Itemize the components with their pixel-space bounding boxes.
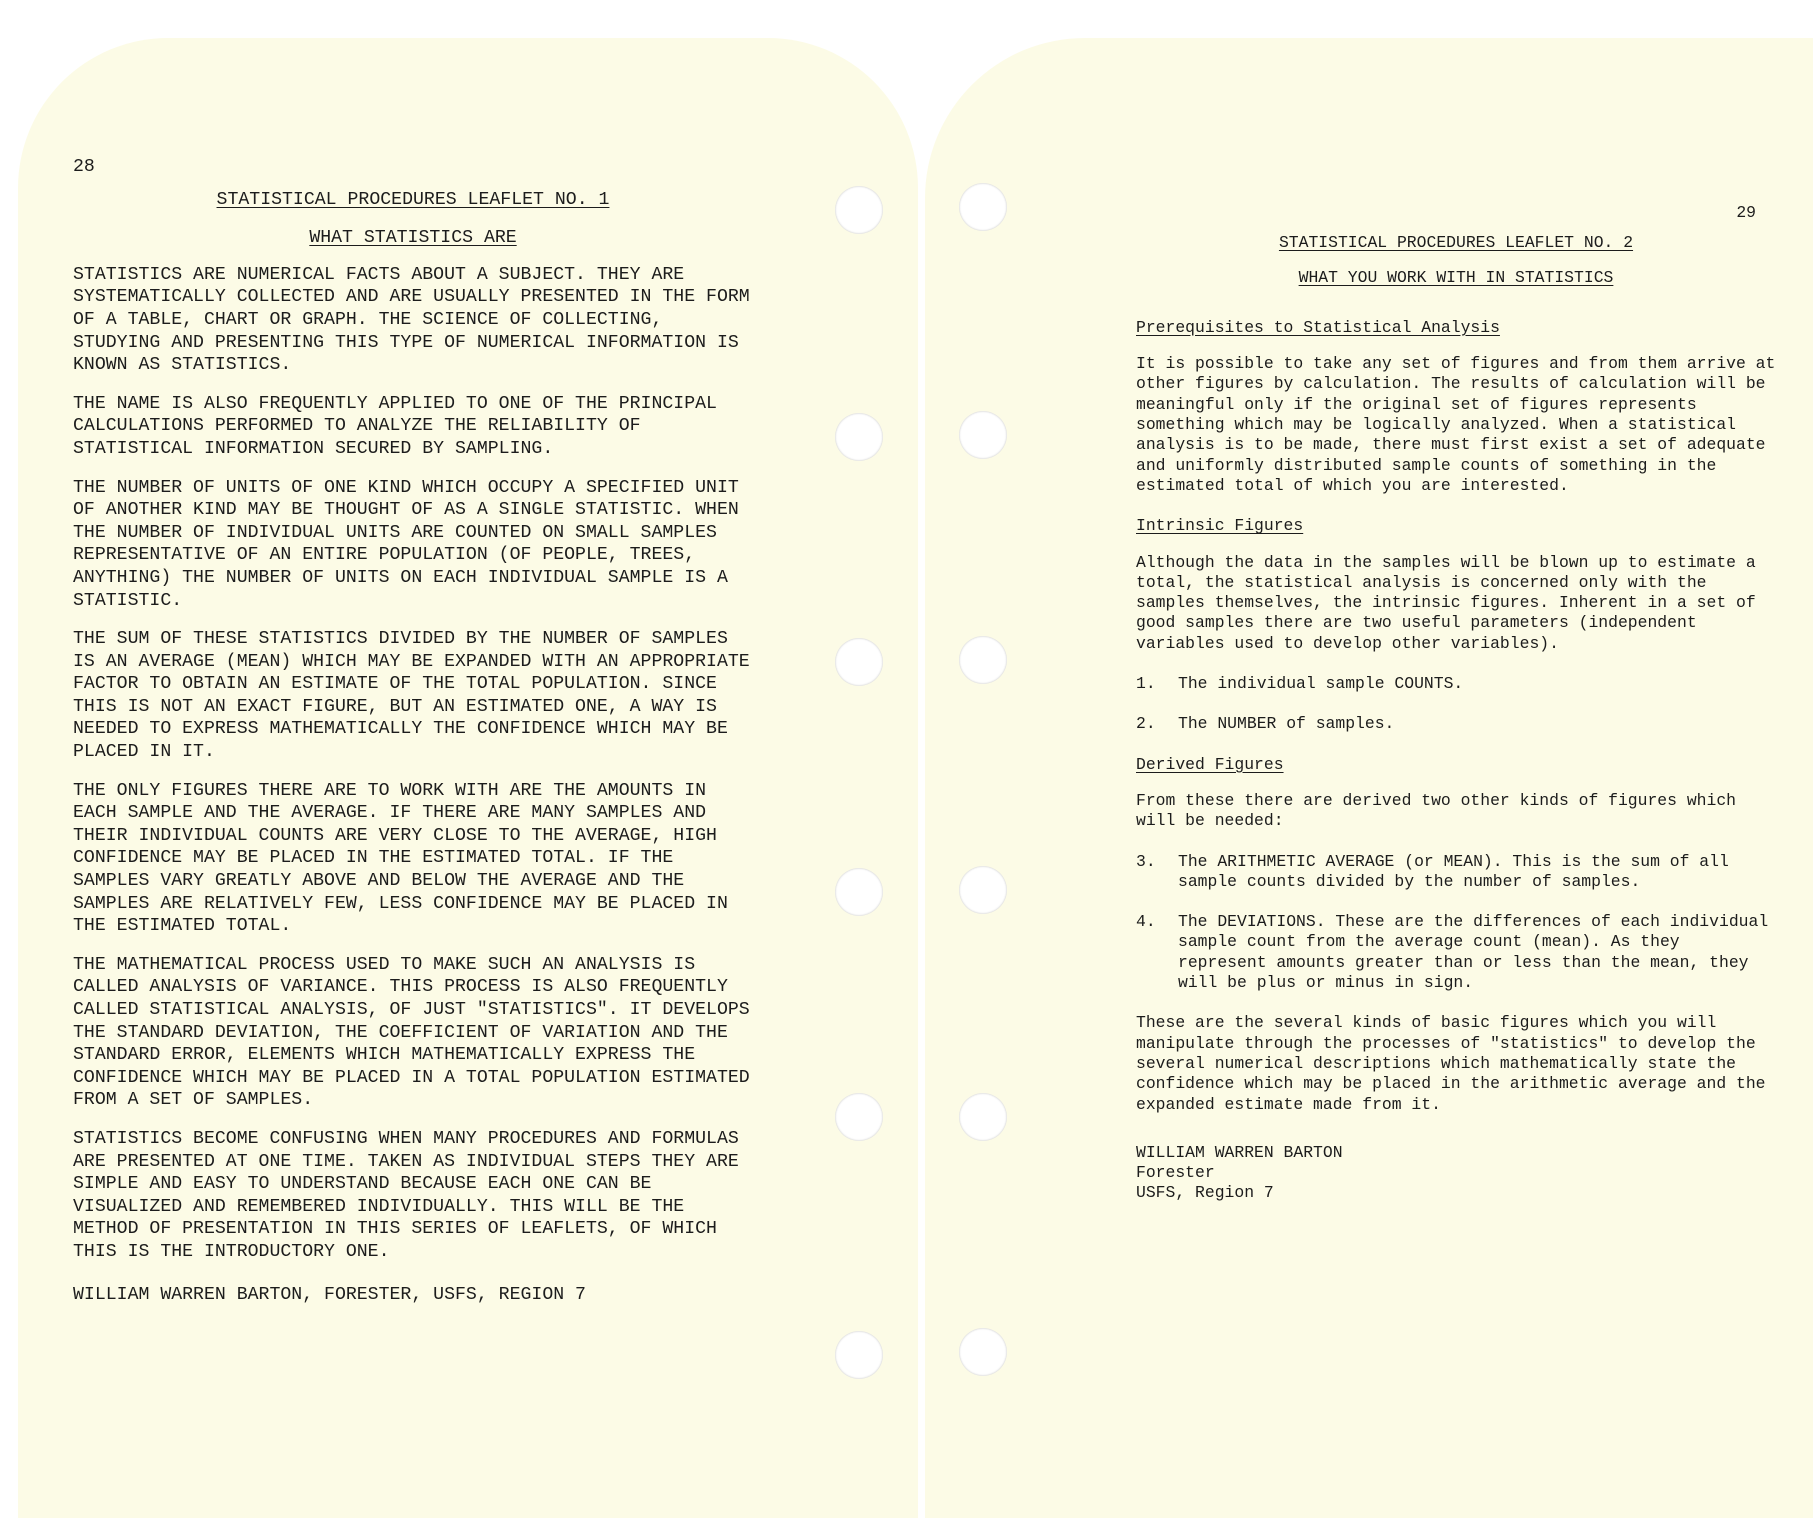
- paragraph: STATISTICS BECOME CONFUSING WHEN MANY PROCEDURES AND FORMULAS ARE PRESENTED AT ONE TIME. TAKEN AS INDIVIDUAL STEPS THEY ARE SIMPLE AND EASY TO UNDERSTAND BECAUSE EACH ONE CAN BE VISUALIZED AND REMEMBERED INDIVIDUALLY. THIS WILL BE THE METHOD OF PRESENTATION IN THIS SERIES OF LEAFLETS, OF WHICH THIS IS THE INTRODUCTORY ONE.: [73, 1128, 739, 1262]
- list-text: The DEVIATIONS. These are the differences of each individual sample count from the average count (mean). As they represent amounts greater than or less than the mean, they will be plus or minus in sign.: [1178, 912, 1769, 993]
- binder-hole: [835, 1331, 883, 1379]
- leaflet-title: STATISTICAL PROCEDURES LEAFLET NO. 1: [216, 189, 610, 210]
- paragraph: From these there are derived two other kinds of figures which will be needed:: [1136, 790, 1736, 831]
- binder-hole: [835, 413, 883, 461]
- list-item: [1136, 852, 1776, 893]
- list-item: [1136, 714, 1776, 734]
- binder-hole: [835, 868, 883, 916]
- leaflet-title: STATISTICAL PROCEDURES LEAFLET NO. 2: [1278, 233, 1634, 253]
- binder-hole: [959, 411, 1007, 459]
- signature-name: WILLIAM WARREN BARTON: [1136, 1142, 1343, 1162]
- binder-hole: [959, 866, 1007, 914]
- paragraph: STATISTICS ARE NUMERICAL FACTS ABOUT A SUBJECT. THEY ARE SYSTEMATICALLY COLLECTED AND ARE USUALLY PRESENTED IN THE FORM OF A TABLE, CHART OR GRAPH. THE SCIENCE OF COLLECTING, STUDYING AND PRESENTING THIS TYPE OF NUMERICAL INFORMATION IS KNOWN AS STATISTICS.: [73, 264, 750, 376]
- list-number: 2.: [1136, 714, 1156, 734]
- binder-hole: [835, 186, 883, 234]
- right-page-content: [1136, 203, 1776, 1204]
- paragraph: THE ONLY FIGURES THERE ARE TO WORK WITH ARE THE AMOUNTS IN EACH SAMPLE AND THE AVERAGE. IF THERE ARE MANY SAMPLES AND THEIR INDIVIDUAL COUNTS ARE VERY CLOSE TO THE AVERAGE, HIGH CONFIDENCE MAY BE PLACED IN THE ESTIMATED TOTAL. IF THE SAMPLES VARY GREATLY ABOVE AND BELOW THE AVERAGE AND THE SAMPLES ARE RELATIVELY FEW, LESS CONFIDENCE MAY BE PLACED IN THE ESTIMATED TOTAL.: [73, 780, 728, 937]
- left-page-content: [73, 156, 753, 1306]
- signature-block: [1136, 1143, 1776, 1204]
- paragraph: It is possible to take any set of figures and from them arrive at other figures by calculation. The results of calculation will be meaningful only if the original set of figures represents something which may be logically analyzed. When a statistical analysis is to be made, there must first exist a set of adequate and uniformly distributed sample counts of something in the estimated total of which you are interested.: [1136, 354, 1776, 495]
- right-page: [925, 38, 1813, 1518]
- binder-hole: [835, 638, 883, 686]
- binder-hole: [835, 1093, 883, 1141]
- paragraph: THE SUM OF THESE STATISTICS DIVIDED BY THE NUMBER OF SAMPLES IS AN AVERAGE (MEAN) WHICH MAY BE EXPANDED WITH AN APPROPRIATE FACTOR TO OBTAIN AN ESTIMATE OF THE TOTAL POPULATION. SINCE THIS IS NOT AN EXACT FIGURE, BUT AN ESTIMATED ONE, A WAY IS NEEDED TO EXPRESS MATHEMATICALLY THE CONFIDENCE WHICH MAY BE PLACED IN IT.: [73, 629, 750, 763]
- section-heading: Prerequisites to Statistical Analysis: [1136, 317, 1500, 337]
- paragraph: THE NUMBER OF UNITS OF ONE KIND WHICH OCCUPY A SPECIFIED UNIT OF ANOTHER KIND MAY BE THOUGHT OF AS A SINGLE STATISTIC. WHEN THE NUMBER OF INDIVIDUAL UNITS ARE COUNTED ON SMALL SAMPLES REPRESENTATIVE OF AN ENTIRE POPULATION (OF PEOPLE, TREES, ANYTHING) THE NUMBER OF UNITS ON EACH INDIVIDUAL SAMPLE IS A STATISTIC.: [73, 477, 739, 611]
- list-item: [1136, 674, 1776, 694]
- paragraph: These are the several kinds of basic figures which you will manipulate through the processes of "statistics" to develop the several numerical descriptions which mathematically state the confidence which may be placed in the arithmetic average and the expanded estimate made from it.: [1136, 1013, 1766, 1114]
- binder-hole: [959, 1328, 1007, 1376]
- page-number: 29: [1736, 203, 1756, 222]
- list-item: [1136, 912, 1776, 993]
- page-number: 28: [73, 157, 95, 177]
- paragraph: THE NAME IS ALSO FREQUENTLY APPLIED TO ONE OF THE PRINCIPAL CALCULATIONS PERFORMED TO ANALYZE THE RELIABILITY OF STATISTICAL INFORMATION SECURED BY SAMPLING.: [73, 393, 717, 459]
- list-number: 4.: [1136, 912, 1156, 932]
- section-heading: Intrinsic Figures: [1136, 516, 1304, 536]
- leaflet-subtitle: WHAT YOU WORK WITH IN STATISTICS: [1298, 267, 1614, 287]
- signature-org: USFS, Region 7: [1136, 1183, 1274, 1203]
- list-number: 3.: [1136, 851, 1156, 871]
- list-text: The ARITHMETIC AVERAGE (or MEAN). This is the sum of all sample counts divided by the number of samples.: [1178, 851, 1729, 891]
- signature: WILLIAM WARREN BARTON, FORESTER, USFS, REGION 7: [73, 1284, 586, 1305]
- binder-hole: [959, 183, 1007, 231]
- binder-hole: [959, 1093, 1007, 1141]
- paragraph: Although the data in the samples will be blown up to estimate a total, the statistical analysis is concerned only with the samples themselves, the intrinsic figures. Inherent in a set of good samples there are two useful parameters (independent variables used to develop other variables).: [1136, 552, 1756, 653]
- section-heading: Derived Figures: [1136, 754, 1284, 774]
- list-text: The individual sample COUNTS.: [1178, 674, 1464, 694]
- binder-hole: [959, 636, 1007, 684]
- list-text: The NUMBER of samples.: [1178, 714, 1395, 734]
- leaflet-subtitle: WHAT STATISTICS ARE: [309, 228, 517, 249]
- left-page: [18, 38, 918, 1518]
- paragraph: THE MATHEMATICAL PROCESS USED TO MAKE SUCH AN ANALYSIS IS CALLED ANALYSIS OF VARIANCE. THIS PROCESS IS ALSO FREQUENTLY CALLED STATISTICAL ANALYSIS, OF JUST "STATISTICS". IT DEVELOPS THE STANDARD DEVIATION, THE COEFFICIENT OF VARIATION AND THE STANDARD ERROR, ELEMENTS WHICH MATHEMATICALLY EXPRESS THE CONFIDENCE WHICH MAY BE PLACED IN A TOTAL POPULATION ESTIMATED FROM A SET OF SAMPLES.: [73, 954, 750, 1111]
- signature-title: Forester: [1136, 1163, 1215, 1183]
- list-number: 1.: [1136, 674, 1156, 694]
